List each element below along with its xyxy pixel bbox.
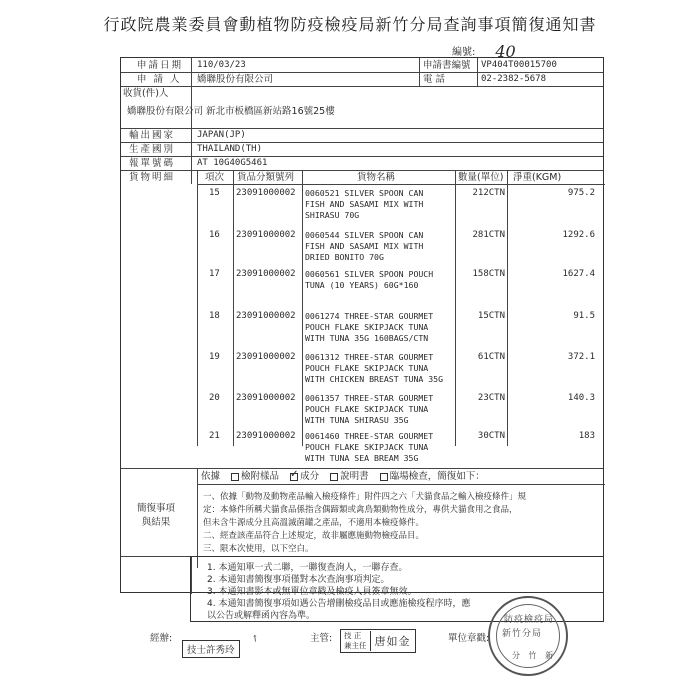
reply-label: 簡復事項 與結果 bbox=[137, 503, 176, 528]
unit-seal-label: 單位章戳: bbox=[448, 633, 490, 644]
app-no-label: 申請書編號 bbox=[423, 60, 471, 71]
row-qty: 61CTN bbox=[477, 352, 505, 362]
production-label: 生產國別 bbox=[129, 144, 176, 155]
row-item: 19 bbox=[209, 352, 220, 362]
row-item: 15 bbox=[209, 188, 220, 198]
row-code: 23091000002 bbox=[236, 393, 296, 403]
row-qty: 281CTN bbox=[472, 230, 505, 240]
handler-date-scribble: ↗ bbox=[249, 632, 263, 646]
supervisor-name: 唐如金 bbox=[374, 635, 411, 648]
row-weight: 91.5 bbox=[573, 311, 595, 321]
row-name: 0061460 THREE-STAR GOURMET POUCH FLAKE SKIPJACK TUNA WITH TUNA SEA BREAM 35G bbox=[305, 431, 434, 463]
checkbox-ingredient bbox=[290, 473, 298, 481]
col-header-item: 項次 bbox=[205, 172, 225, 183]
row-name: 0060561 SILVER SPOON POUCH TUNA (10 YEARS) 60G*160 bbox=[305, 269, 434, 290]
reply-body bbox=[197, 486, 605, 566]
checkbox-manual bbox=[330, 473, 338, 481]
form-table bbox=[120, 57, 604, 593]
basis-label: 依據 bbox=[201, 471, 221, 482]
row-weight: 975.2 bbox=[567, 188, 595, 198]
row-name: 0061312 THREE-STAR GOURMET POUCH FLAKE SKIPJACK TUNA WITH CHICKEN BREAST TUNA 35G bbox=[305, 352, 444, 384]
document-title: 行政院農業委員會動植物防疫檢疫局新竹分局查詢事項簡復通知書 bbox=[103, 15, 597, 34]
origin-value: JAPAN(JP) bbox=[197, 130, 246, 140]
consignee-value: 嬌聯股份有限公司 新北市板橋區新站路16號25樓 bbox=[127, 106, 335, 117]
row-code: 23091000002 bbox=[236, 269, 296, 279]
app-no-value: VP404T00015700 bbox=[481, 60, 557, 70]
option-inspection: 臨場檢查，簡復如下： bbox=[389, 471, 485, 482]
option-manual: 說明書 bbox=[340, 471, 369, 482]
seal-top-text: 防疫檢疫局 bbox=[504, 615, 555, 625]
option-sample: 檢附樣品 bbox=[241, 471, 280, 482]
row-qty: 23CTN bbox=[477, 393, 505, 403]
row-weight: 372.1 bbox=[567, 352, 595, 362]
serial-label: 編號: bbox=[452, 47, 476, 58]
serial-value: 40 bbox=[495, 42, 516, 61]
supervisor-label: 主管: bbox=[310, 633, 333, 644]
production-value: THAILAND(TH) bbox=[197, 144, 263, 154]
notice-line: 3. 本通知書影本或無單位章戳及檢疫人員簽章無效。 bbox=[207, 587, 417, 597]
seal-bottom-text: 分 竹 新 bbox=[512, 651, 557, 660]
origin-label: 輸出國家 bbox=[129, 130, 176, 141]
date-label: 申請日期 bbox=[137, 60, 184, 71]
row-weight: 183 bbox=[578, 431, 595, 441]
handler-stamp: 技士許秀玲 bbox=[182, 640, 240, 658]
reply-line: 一、依據「動物及動物產品輸入檢疫條件」附件四之六「犬貓食品之輸入檢疫條件」規 bbox=[203, 492, 527, 502]
row-code: 23091000002 bbox=[236, 230, 296, 240]
reply-line: 定：本條件所稱犬貓食品係指含偶蹄類或禽鳥類動物性成分，專供犬貓食用之食品， bbox=[203, 505, 518, 515]
row-item: 16 bbox=[209, 230, 220, 240]
notice-line: 1. 本通知單一式二聯，一聯復查詢人，一聯存查。 bbox=[207, 563, 408, 573]
reply-line: 二、經查該產品符合上述規定，故非屬應施動物檢疫品目。 bbox=[203, 531, 425, 541]
row-item: 21 bbox=[209, 431, 220, 441]
row-qty: 30CTN bbox=[477, 431, 505, 441]
applicant-label: 申 請 人 bbox=[137, 74, 182, 85]
notice-line: 以公告或解釋函內容為準。 bbox=[207, 611, 316, 621]
row-qty: 158CTN bbox=[472, 269, 505, 279]
phone-label: 電 話 bbox=[423, 74, 446, 85]
option-ingredient: 成分 bbox=[300, 471, 320, 482]
reply-line: 但未含牛源成分且高溫滅菌罐之產品，不適用本檢疫條件。 bbox=[203, 518, 425, 528]
date-value: 110/03/23 bbox=[197, 60, 246, 70]
reply-line: 三、限本次使用，以下空白。 bbox=[203, 544, 314, 554]
reply-options bbox=[201, 471, 485, 482]
row-code: 23091000002 bbox=[236, 352, 296, 362]
declaration-value: AT 10G40G5461 bbox=[197, 158, 268, 168]
row-qty: 212CTN bbox=[472, 188, 505, 198]
supervisor-stamp-box bbox=[340, 629, 416, 653]
row-weight: 1627.4 bbox=[562, 269, 595, 279]
col-header-name: 貨物名稱 bbox=[357, 172, 396, 183]
checkbox-inspection bbox=[380, 473, 388, 481]
goods-label: 貨物明細 bbox=[129, 172, 176, 183]
checkbox-sample bbox=[231, 473, 239, 481]
applicant-value: 嬌聯股份有限公司 bbox=[197, 74, 274, 85]
row-item: 20 bbox=[209, 393, 220, 403]
row-name: 0061357 THREE-STAR GOURMET POUCH FLAKE SKIPJACK TUNA WITH TUNA SHIRASU 35G bbox=[305, 393, 434, 425]
notice-line: 2. 本通知書簡復事項僅對本次查詢事項判定。 bbox=[207, 575, 390, 585]
official-seal bbox=[488, 596, 568, 676]
row-code: 23091000002 bbox=[236, 188, 296, 198]
col-header-code: 貨品分類號列 bbox=[237, 172, 295, 183]
row-item: 18 bbox=[209, 311, 220, 321]
row-weight: 140.3 bbox=[567, 393, 595, 403]
row-name: 0061274 THREE-STAR GOURMET POUCH FLAKE SKIPJACK TUNA WITH TUNA 35G 160BAGS/CTN bbox=[305, 311, 434, 343]
supervisor-title: 技 正 兼主任 bbox=[341, 631, 371, 651]
declaration-label: 報單號碼 bbox=[129, 158, 176, 169]
seal-main-text: 新竹分局 bbox=[502, 629, 543, 639]
handler-label: 經辦: bbox=[150, 633, 173, 644]
row-weight: 1292.6 bbox=[562, 230, 595, 240]
phone-value: 02-2382-5678 bbox=[481, 74, 547, 84]
row-code: 23091000002 bbox=[236, 431, 296, 441]
notice-line: 4. 本通知書簡復事項如遇公告增刪檢疫品目或應施檢疫程序時，應 bbox=[207, 599, 471, 609]
consignee-label: 收貨(件)人 bbox=[123, 88, 169, 99]
row-qty: 15CTN bbox=[477, 311, 505, 321]
row-name: 0060521 SILVER SPOON CAN FISH AND SASAMI MIX WITH SHIRASU 70G bbox=[305, 188, 424, 220]
col-header-weight: 淨重(KGM) bbox=[513, 172, 562, 183]
row-code: 23091000002 bbox=[236, 311, 296, 321]
col-header-qty: 數量(單位) bbox=[458, 172, 504, 183]
row-name: 0060544 SILVER SPOON CAN FISH AND SASAMI MIX WITH DRIED BONITO 70G bbox=[305, 230, 424, 262]
row-item: 17 bbox=[209, 269, 220, 279]
